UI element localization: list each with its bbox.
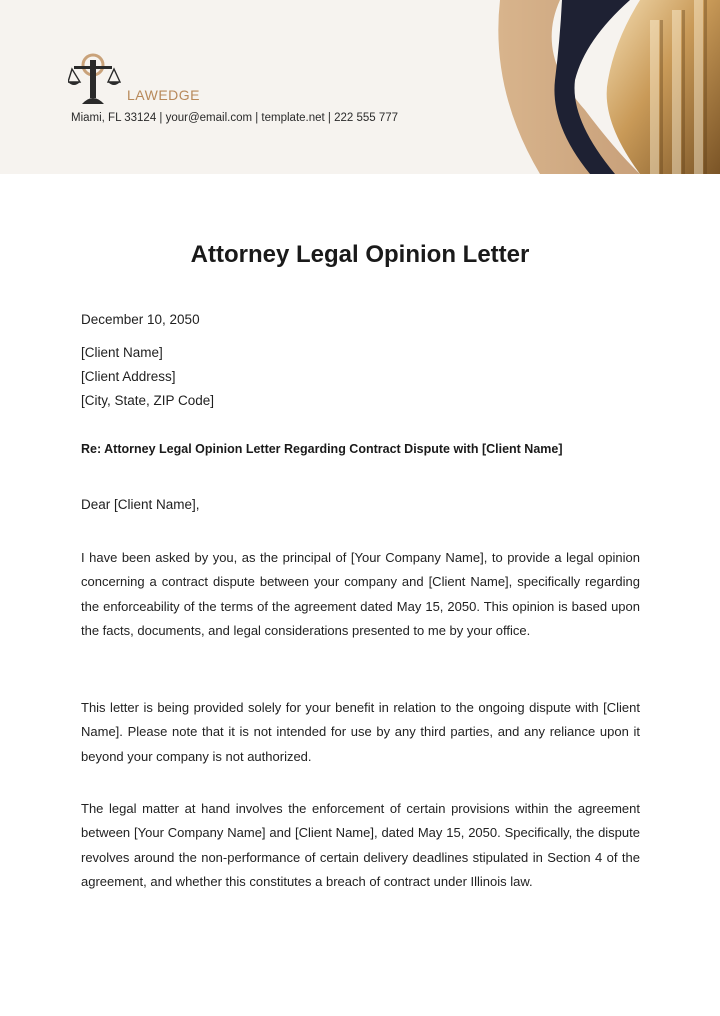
recipient-street: [Client Address] (81, 369, 176, 384)
brand-name: LAWEDGE (127, 87, 200, 103)
document-title: Attorney Legal Opinion Letter (190, 241, 530, 268)
body-paragraph: The legal matter at hand involves the enforcement of certain provisions within the agreement between [Your Company Name] and [Client Name], dated May 15, 2050. Specifically, the dispute revolves around the non-performance of certain delivery deadlines stipulated in Section 4 of the agreement, and whether this constitutes a breach of contract under Illinois law. (81, 801, 640, 890)
body-paragraph: I have been asked by you, as the principal of [Your Company Name], to provide a legal opinion concerning a contract dispute between your company and [Client Name], specifically regarding the enforceability of the terms of the agreement dated May 15, 2050. This opinion is based upon the facts, documents, and legal considerations presented to me by your office. (81, 550, 640, 639)
letterhead (0, 0, 720, 174)
recipient-address (81, 341, 214, 413)
body-paragraph: This letter is being provided solely for your benefit in relation to the ongoing dispute with [Client Name]. Please note that it is not intended for use by any third parties, and any reliance upon it beyond your company is not authorized. (81, 700, 640, 764)
subject-line: Re: Attorney Legal Opinion Letter Regarding Contract Dispute with [Client Name] (81, 442, 563, 456)
scales-of-justice-logo (68, 52, 128, 108)
letter-date: December 10, 2050 (81, 312, 200, 327)
contact-line: Miami, FL 33124 | your@email.com | template.net | 222 555 777 (71, 112, 399, 124)
salutation: Dear [Client Name], (81, 497, 200, 512)
recipient-city: [City, State, ZIP Code] (81, 393, 215, 408)
recipient-name: [Client Name] (81, 345, 163, 360)
